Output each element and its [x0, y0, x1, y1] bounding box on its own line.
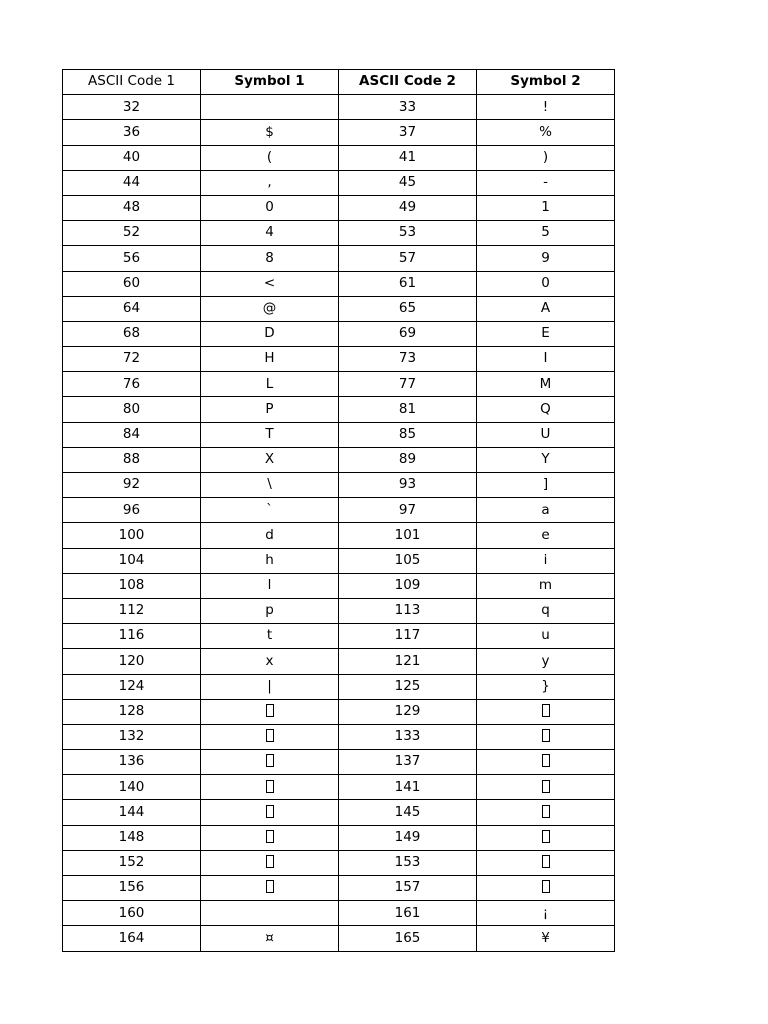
- symbol-1-cell: [201, 901, 339, 926]
- ascii-code-1-cell: 124: [63, 674, 201, 699]
- symbol-2-cell: -: [477, 170, 615, 195]
- ascii-code-1-cell: 144: [63, 800, 201, 825]
- symbol-2-cell: m: [477, 573, 615, 598]
- symbol-2-cell: a: [477, 498, 615, 523]
- symbol-2-cell: [477, 775, 615, 800]
- table-row: [63, 850, 615, 875]
- table-row: [63, 447, 615, 472]
- symbol-2-cell: i: [477, 548, 615, 573]
- symbol-2-cell: [477, 850, 615, 875]
- symbol-1-cell: L: [201, 372, 339, 397]
- missing-glyph-box-icon: [542, 830, 550, 843]
- symbol-1-cell: x: [201, 649, 339, 674]
- ascii-table: [62, 69, 615, 952]
- ascii-code-2-cell: 41: [339, 145, 477, 170]
- missing-glyph-box-icon: [266, 880, 274, 893]
- symbol-2-cell: ]: [477, 473, 615, 498]
- ascii-code-1-cell: 156: [63, 876, 201, 901]
- symbol-2-cell: M: [477, 372, 615, 397]
- symbol-2-cell: ¥: [477, 926, 615, 951]
- ascii-code-1-cell: 128: [63, 699, 201, 724]
- symbol-1-cell: [201, 825, 339, 850]
- ascii-code-1-cell: 140: [63, 775, 201, 800]
- symbol-2-cell: }: [477, 674, 615, 699]
- header-symbol-1: Symbol 1: [201, 70, 339, 95]
- symbol-2-cell: 1: [477, 195, 615, 220]
- table-row: [63, 775, 615, 800]
- symbol-2-cell: Q: [477, 397, 615, 422]
- symbol-2-cell: [477, 699, 615, 724]
- ascii-code-2-cell: 161: [339, 901, 477, 926]
- table-row: [63, 170, 615, 195]
- ascii-code-2-cell: 125: [339, 674, 477, 699]
- symbol-2-cell: 0: [477, 271, 615, 296]
- table-row: [63, 724, 615, 749]
- symbol-2-cell: I: [477, 347, 615, 372]
- symbol-1-cell: \: [201, 473, 339, 498]
- ascii-code-2-cell: 89: [339, 447, 477, 472]
- ascii-code-2-cell: 137: [339, 750, 477, 775]
- table-row: [63, 221, 615, 246]
- table-row: [63, 624, 615, 649]
- ascii-code-2-cell: 53: [339, 221, 477, 246]
- ascii-code-2-cell: 153: [339, 850, 477, 875]
- ascii-code-2-cell: 77: [339, 372, 477, 397]
- missing-glyph-box-icon: [266, 754, 274, 767]
- missing-glyph-box-icon: [266, 704, 274, 717]
- missing-glyph-box-icon: [542, 855, 550, 868]
- symbol-1-cell: d: [201, 523, 339, 548]
- ascii-code-2-cell: 73: [339, 347, 477, 372]
- symbol-2-cell: [477, 876, 615, 901]
- symbol-1-cell: T: [201, 422, 339, 447]
- missing-glyph-box-icon: [542, 704, 550, 717]
- ascii-code-2-cell: 69: [339, 321, 477, 346]
- symbol-1-cell: [201, 775, 339, 800]
- table-row: [63, 95, 615, 120]
- symbol-2-cell: ¡: [477, 901, 615, 926]
- symbol-1-cell: 8: [201, 246, 339, 271]
- ascii-code-1-cell: 80: [63, 397, 201, 422]
- ascii-code-2-cell: 57: [339, 246, 477, 271]
- symbol-1-cell: [201, 850, 339, 875]
- missing-glyph-box-icon: [266, 780, 274, 793]
- symbol-1-cell: @: [201, 296, 339, 321]
- ascii-code-2-cell: 121: [339, 649, 477, 674]
- ascii-code-1-cell: 88: [63, 447, 201, 472]
- ascii-code-2-cell: 133: [339, 724, 477, 749]
- ascii-code-1-cell: 56: [63, 246, 201, 271]
- ascii-code-1-cell: 136: [63, 750, 201, 775]
- ascii-code-2-cell: 109: [339, 573, 477, 598]
- ascii-code-2-cell: 101: [339, 523, 477, 548]
- ascii-code-1-cell: 60: [63, 271, 201, 296]
- symbol-1-cell: l: [201, 573, 339, 598]
- table-row: [63, 800, 615, 825]
- table-row: [63, 750, 615, 775]
- header-ascii-code-1: ASCII Code 1: [63, 70, 201, 95]
- ascii-code-1-cell: 72: [63, 347, 201, 372]
- ascii-code-1-cell: 112: [63, 598, 201, 623]
- table-row: [63, 598, 615, 623]
- symbol-1-cell: |: [201, 674, 339, 699]
- ascii-code-1-cell: 148: [63, 825, 201, 850]
- ascii-code-2-cell: 65: [339, 296, 477, 321]
- ascii-code-1-cell: 36: [63, 120, 201, 145]
- table-row: [63, 523, 615, 548]
- missing-glyph-box-icon: [266, 729, 274, 742]
- ascii-code-2-cell: 145: [339, 800, 477, 825]
- table-row: [63, 246, 615, 271]
- ascii-code-2-cell: 117: [339, 624, 477, 649]
- symbol-2-cell: U: [477, 422, 615, 447]
- symbol-1-cell: H: [201, 347, 339, 372]
- symbol-2-cell: Y: [477, 447, 615, 472]
- symbol-1-cell: [201, 800, 339, 825]
- missing-glyph-box-icon: [266, 805, 274, 818]
- symbol-2-cell: e: [477, 523, 615, 548]
- symbol-1-cell: $: [201, 120, 339, 145]
- ascii-code-2-cell: 157: [339, 876, 477, 901]
- ascii-code-2-cell: 141: [339, 775, 477, 800]
- table-row: [63, 422, 615, 447]
- ascii-code-2-cell: 149: [339, 825, 477, 850]
- symbol-1-cell: (: [201, 145, 339, 170]
- ascii-code-1-cell: 44: [63, 170, 201, 195]
- symbol-1-cell: [201, 699, 339, 724]
- ascii-code-1-cell: 32: [63, 95, 201, 120]
- table-row: [63, 901, 615, 926]
- ascii-code-1-cell: 76: [63, 372, 201, 397]
- missing-glyph-box-icon: [266, 830, 274, 843]
- ascii-code-2-cell: 129: [339, 699, 477, 724]
- table-row: [63, 145, 615, 170]
- missing-glyph-box-icon: [542, 780, 550, 793]
- ascii-code-1-cell: 100: [63, 523, 201, 548]
- ascii-code-2-cell: 61: [339, 271, 477, 296]
- symbol-2-cell: q: [477, 598, 615, 623]
- symbol-2-cell: y: [477, 649, 615, 674]
- symbol-2-cell: 5: [477, 221, 615, 246]
- ascii-code-2-cell: 97: [339, 498, 477, 523]
- ascii-code-2-cell: 81: [339, 397, 477, 422]
- ascii-code-1-cell: 96: [63, 498, 201, 523]
- table-row: [63, 699, 615, 724]
- header-row: [63, 70, 615, 95]
- ascii-code-2-cell: 49: [339, 195, 477, 220]
- table-row: [63, 825, 615, 850]
- table-row: [63, 120, 615, 145]
- ascii-code-2-cell: 33: [339, 95, 477, 120]
- ascii-code-1-cell: 160: [63, 901, 201, 926]
- table-row: [63, 876, 615, 901]
- table-row: [63, 573, 615, 598]
- ascii-code-1-cell: 68: [63, 321, 201, 346]
- ascii-code-1-cell: 40: [63, 145, 201, 170]
- symbol-2-cell: [477, 750, 615, 775]
- ascii-code-2-cell: 113: [339, 598, 477, 623]
- ascii-code-1-cell: 120: [63, 649, 201, 674]
- symbol-1-cell: D: [201, 321, 339, 346]
- ascii-code-1-cell: 92: [63, 473, 201, 498]
- symbol-2-cell: u: [477, 624, 615, 649]
- symbol-1-cell: `: [201, 498, 339, 523]
- header-symbol-2: Symbol 2: [477, 70, 615, 95]
- symbol-2-cell: [477, 800, 615, 825]
- header-ascii-code-2: ASCII Code 2: [339, 70, 477, 95]
- table-row: [63, 397, 615, 422]
- symbol-2-cell: A: [477, 296, 615, 321]
- table-row: [63, 271, 615, 296]
- symbol-1-cell: 0: [201, 195, 339, 220]
- ascii-code-1-cell: 116: [63, 624, 201, 649]
- table-row: [63, 321, 615, 346]
- ascii-code-2-cell: 105: [339, 548, 477, 573]
- ascii-code-1-cell: 84: [63, 422, 201, 447]
- symbol-1-cell: [201, 95, 339, 120]
- ascii-code-2-cell: 37: [339, 120, 477, 145]
- symbol-1-cell: ¤: [201, 926, 339, 951]
- table-row: [63, 347, 615, 372]
- ascii-code-1-cell: 132: [63, 724, 201, 749]
- table-row: [63, 296, 615, 321]
- table-row: [63, 195, 615, 220]
- table-row: [63, 926, 615, 951]
- symbol-2-cell: 9: [477, 246, 615, 271]
- ascii-code-1-cell: 52: [63, 221, 201, 246]
- table-row: [63, 498, 615, 523]
- table-row: [63, 473, 615, 498]
- ascii-code-2-cell: 165: [339, 926, 477, 951]
- missing-glyph-box-icon: [542, 729, 550, 742]
- ascii-code-1-cell: 152: [63, 850, 201, 875]
- ascii-code-2-cell: 93: [339, 473, 477, 498]
- ascii-code-1-cell: 48: [63, 195, 201, 220]
- ascii-code-2-cell: 45: [339, 170, 477, 195]
- symbol-1-cell: X: [201, 447, 339, 472]
- symbol-1-cell: [201, 876, 339, 901]
- symbol-1-cell: P: [201, 397, 339, 422]
- table-row: [63, 372, 615, 397]
- table-header: [63, 70, 615, 95]
- symbol-2-cell: [477, 825, 615, 850]
- ascii-code-1-cell: 64: [63, 296, 201, 321]
- symbol-2-cell: ): [477, 145, 615, 170]
- missing-glyph-box-icon: [542, 880, 550, 893]
- table-row: [63, 548, 615, 573]
- symbol-2-cell: [477, 724, 615, 749]
- symbol-1-cell: 4: [201, 221, 339, 246]
- table-row: [63, 674, 615, 699]
- symbol-1-cell: <: [201, 271, 339, 296]
- missing-glyph-box-icon: [542, 805, 550, 818]
- ascii-code-1-cell: 108: [63, 573, 201, 598]
- symbol-1-cell: p: [201, 598, 339, 623]
- table-body: [63, 95, 615, 951]
- missing-glyph-box-icon: [542, 754, 550, 767]
- missing-glyph-box-icon: [266, 855, 274, 868]
- symbol-2-cell: E: [477, 321, 615, 346]
- table-row: [63, 649, 615, 674]
- symbol-1-cell: t: [201, 624, 339, 649]
- ascii-code-2-cell: 85: [339, 422, 477, 447]
- symbol-1-cell: [201, 750, 339, 775]
- symbol-1-cell: ,: [201, 170, 339, 195]
- ascii-code-1-cell: 164: [63, 926, 201, 951]
- symbol-1-cell: [201, 724, 339, 749]
- symbol-1-cell: h: [201, 548, 339, 573]
- symbol-2-cell: %: [477, 120, 615, 145]
- ascii-code-1-cell: 104: [63, 548, 201, 573]
- symbol-2-cell: !: [477, 95, 615, 120]
